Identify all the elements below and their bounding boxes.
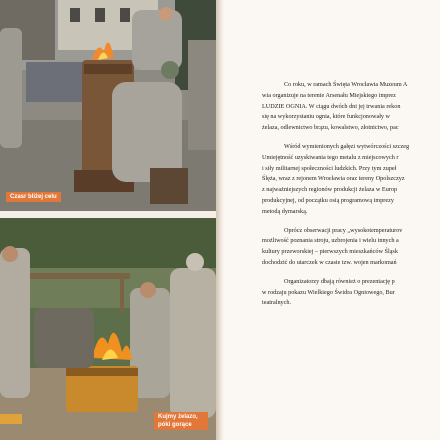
book-gutter <box>216 0 224 440</box>
text-line: z najważniejszych regionów produkcji żelaza w Europ <box>262 186 398 194</box>
text-line: i siły militarnej społeczności ludzkich. Przy tym zupeł <box>262 164 397 172</box>
photo-smelting-furnace-image <box>0 0 216 211</box>
text-line: Umiejętność uzyskiwania tego metalu z miejscowych r <box>262 153 399 161</box>
photo-separator <box>0 211 216 218</box>
text-line: wia organizuje na terenie Arsenału Miejskiego imprez <box>262 91 396 99</box>
text-line: teatralnych. <box>262 299 292 307</box>
text-line: Oprócz obserwacji pracy „wysokotemperaturov <box>284 226 403 234</box>
text-line: Wśród wymienionych gałęzi wytwórczości szczeg <box>284 142 410 150</box>
text-line: możliwość poznania stroju, uzbrojenia i wielu innych a <box>262 237 399 245</box>
text-line: dochodzić do utarczek w czasie tzw. wojen markomań <box>262 258 397 266</box>
text-line: produkcyjnej, od początku osią programową imprezy <box>262 196 394 204</box>
paragraph <box>262 226 440 269</box>
text-line: Co roku, w ramach Święta Wrocławia Muzeum A <box>284 81 408 88</box>
body-text <box>262 80 440 317</box>
photo-caption-top: Czasr bliżej celu <box>6 192 61 202</box>
text-line: Organizatorzy dbają również o prezentację p <box>284 277 395 285</box>
paragraph <box>262 277 440 309</box>
paragraph <box>262 142 440 218</box>
text-line: żelaza, odlewnictwo brązu, kowalstwo, złotnictwo, pac <box>262 124 399 132</box>
text-line: w rodzaju pokazu Wielkiego Świdra Ogniowego, Bur <box>262 288 395 296</box>
text-line: Ślęża, wraz z rejonem Wrocławia oraz tereny Opolszczyz <box>262 175 405 183</box>
photo-forge <box>0 218 216 440</box>
text-line: się na wykorzystaniu ognia, które funkcjonowały w <box>262 113 391 121</box>
photo-caption-bottom: Kujmy żelazo, póki gorące <box>154 412 208 430</box>
text-line: LUDZIE OGNIA. W ciągu dwóch dni jej trwania rekon <box>262 102 401 110</box>
text-line: metodą dymarską. <box>262 207 308 215</box>
left-page <box>0 0 216 440</box>
text-line: kultury przeworskiej – pierwszych mieszkańców Śląsk <box>262 248 398 256</box>
photo-smelting-furnace <box>0 0 216 211</box>
photo-forge-image <box>0 218 216 440</box>
paragraph <box>262 80 440 134</box>
